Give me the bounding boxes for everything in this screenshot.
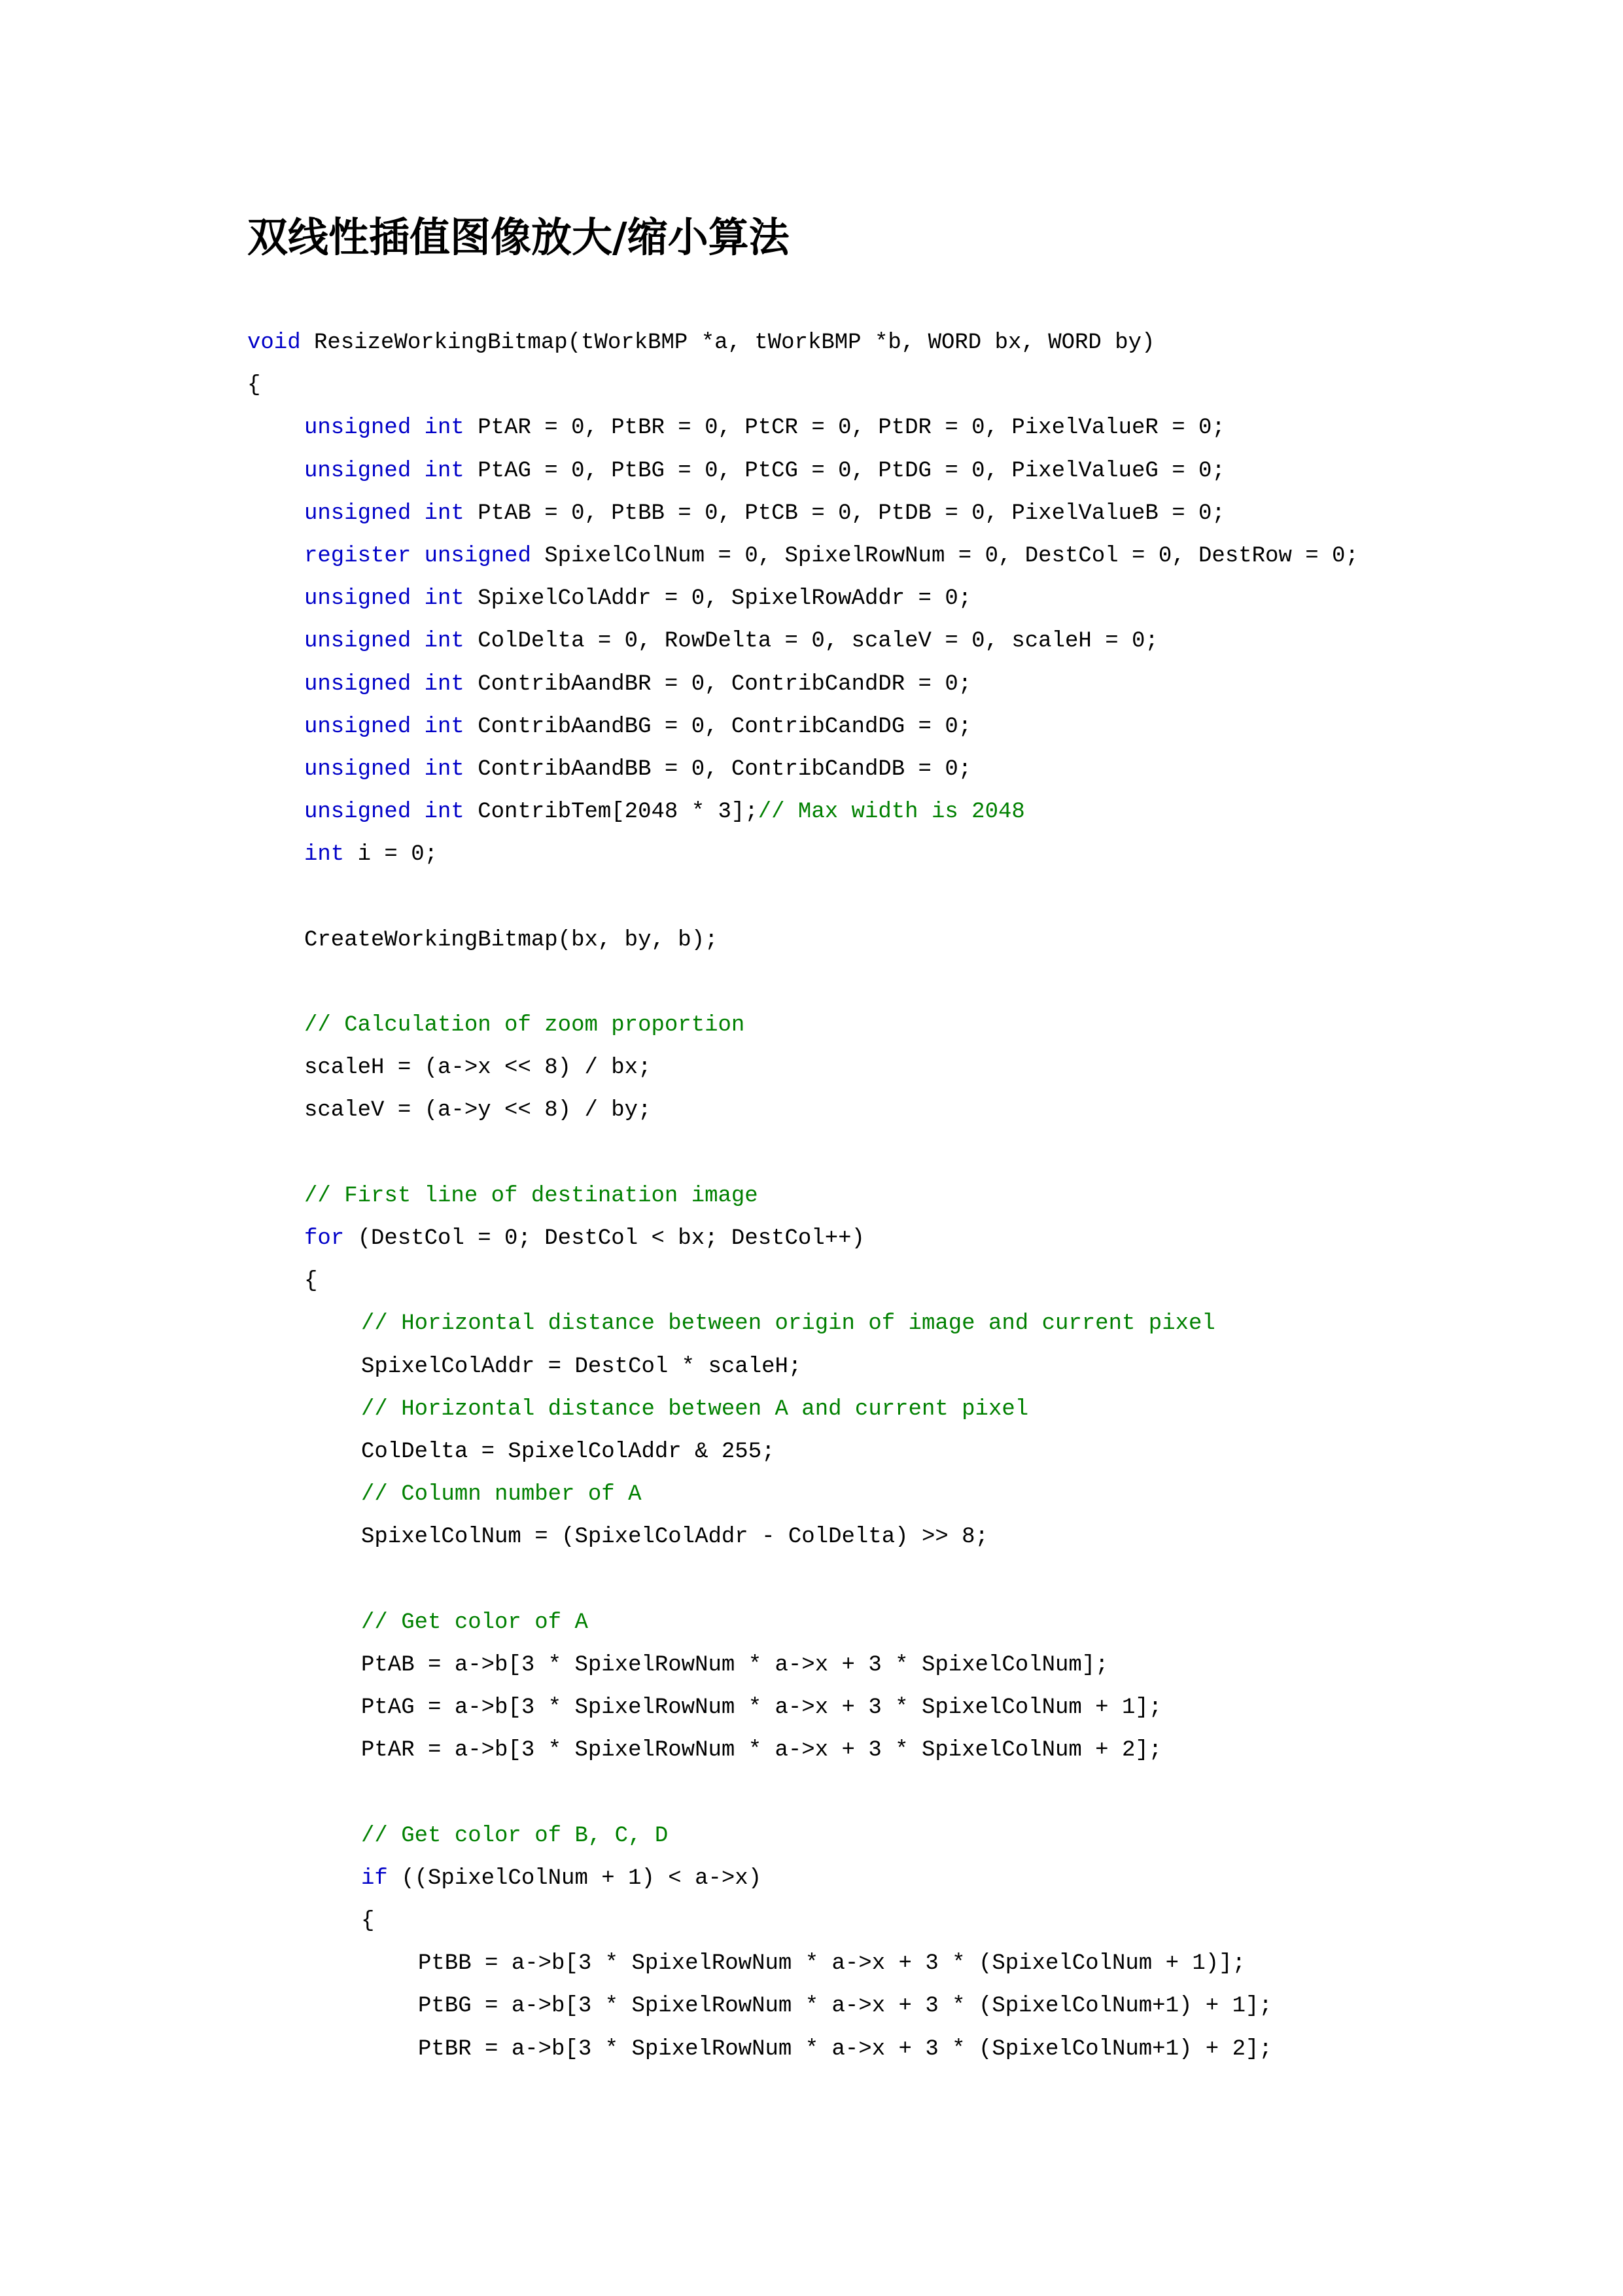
code-keyword: unsigned int bbox=[304, 458, 464, 484]
code-text: ColDelta = 0, RowDelta = 0, scaleV = 0, scaleH = 0; bbox=[464, 629, 1159, 654]
code-comment: // First line of destination image bbox=[304, 1183, 758, 1209]
code-line bbox=[247, 1431, 1556, 1474]
code-comment: // Get color of A bbox=[361, 1610, 588, 1635]
code-keyword: unsigned int bbox=[304, 501, 464, 526]
code-line bbox=[247, 1089, 1556, 1132]
code-text: SpixelColNum = (SpixelColAddr - ColDelta) >> 8; bbox=[361, 1525, 988, 1550]
code-line bbox=[247, 1303, 1556, 1345]
blank-line bbox=[247, 1559, 1556, 1601]
code-line bbox=[247, 1602, 1556, 1644]
code-keyword: register unsigned bbox=[304, 543, 531, 569]
code-text: (DestCol = 0; DestCol < bx; DestCol++) bbox=[344, 1226, 865, 1251]
code-block bbox=[247, 322, 1556, 2071]
code-keyword: unsigned int bbox=[304, 800, 464, 825]
code-text: PtBB = a->b[3 * SpixelRowNum * a->x + 3 * (SpixelColNum + 1)]; bbox=[418, 1951, 1246, 1977]
code-text: i = 0; bbox=[344, 842, 438, 868]
code-keyword: unsigned int bbox=[304, 671, 464, 697]
code-line bbox=[247, 1388, 1556, 1431]
code-text: scaleV = (a->y << 8) / by; bbox=[304, 1098, 652, 1123]
code-text: ContribTem[2048 * 3]; bbox=[464, 800, 758, 825]
code-line bbox=[247, 535, 1556, 578]
blank-line bbox=[247, 876, 1556, 919]
code-text: ContribAandBR = 0, ContribCandDR = 0; bbox=[464, 671, 972, 697]
code-text: SpixelColAddr = 0, SpixelRowAddr = 0; bbox=[464, 586, 972, 612]
code-text: ContribAandBB = 0, ContribCandDB = 0; bbox=[464, 756, 972, 782]
code-line bbox=[247, 2028, 1556, 2071]
code-line bbox=[247, 364, 1556, 407]
code-keyword: unsigned int bbox=[304, 586, 464, 612]
code-comment: // Column number of A bbox=[361, 1482, 642, 1508]
code-line bbox=[247, 1858, 1556, 1900]
code-text: PtAR = 0, PtBR = 0, PtCR = 0, PtDR = 0, PixelValueR = 0; bbox=[464, 415, 1225, 441]
code-keyword: unsigned int bbox=[304, 415, 464, 441]
blank-line bbox=[247, 1772, 1556, 1814]
code-text: CreateWorkingBitmap(bx, by, b); bbox=[304, 927, 718, 953]
code-keyword: unsigned int bbox=[304, 756, 464, 782]
code-line bbox=[247, 1644, 1556, 1687]
code-text: { bbox=[247, 373, 261, 398]
code-line bbox=[247, 1516, 1556, 1559]
code-line bbox=[247, 1729, 1556, 1772]
code-text: ((SpixelColNum + 1) < a->x) bbox=[387, 1865, 762, 1891]
code-line bbox=[247, 919, 1556, 962]
code-text: PtAG = 0, PtBG = 0, PtCG = 0, PtDG = 0, PixelValueG = 0; bbox=[464, 458, 1225, 484]
code-text: PtBG = a->b[3 * SpixelRowNum * a->x + 3 * (SpixelColNum+1) + 1]; bbox=[418, 1994, 1272, 2019]
blank-line bbox=[247, 962, 1556, 1004]
code-line bbox=[247, 1260, 1556, 1303]
code-line bbox=[247, 1047, 1556, 1089]
code-line bbox=[247, 1346, 1556, 1388]
page-title: 双线性插值图像放大/缩小算法 bbox=[247, 213, 790, 261]
code-line bbox=[247, 493, 1556, 535]
code-line bbox=[247, 749, 1556, 791]
code-line bbox=[247, 322, 1556, 364]
code-text: ResizeWorkingBitmap(tWorkBMP *a, tWorkBMP *b, WORD bx, WORD by) bbox=[300, 330, 1155, 355]
code-keyword: void bbox=[247, 330, 301, 355]
code-comment: // Get color of B, C, D bbox=[361, 1823, 669, 1848]
code-line bbox=[247, 834, 1556, 876]
code-keyword: int bbox=[304, 842, 345, 868]
code-line bbox=[247, 1985, 1556, 2028]
code-line bbox=[247, 407, 1556, 450]
code-line bbox=[247, 1943, 1556, 1985]
code-line bbox=[247, 1004, 1556, 1047]
code-text: PtAR = a->b[3 * SpixelRowNum * a->x + 3 * SpixelColNum + 2]; bbox=[361, 1738, 1162, 1763]
code-line bbox=[247, 1815, 1556, 1858]
code-keyword: for bbox=[304, 1226, 345, 1251]
code-comment: // Calculation of zoom proportion bbox=[304, 1013, 745, 1038]
code-line bbox=[247, 578, 1556, 620]
code-line bbox=[247, 1687, 1556, 1729]
code-comment: // Horizontal distance between origin of image and current pixel bbox=[361, 1311, 1215, 1337]
code-comment: // Max width is 2048 bbox=[758, 800, 1025, 825]
code-text: SpixelColNum = 0, SpixelRowNum = 0, DestCol = 0, DestRow = 0; bbox=[531, 543, 1359, 569]
code-text: PtAB = a->b[3 * SpixelRowNum * a->x + 3 * SpixelColNum]; bbox=[361, 1652, 1109, 1678]
blank-line bbox=[247, 1133, 1556, 1175]
code-text: scaleH = (a->x << 8) / bx; bbox=[304, 1055, 652, 1081]
code-text: ColDelta = SpixelColAddr & 255; bbox=[361, 1439, 775, 1464]
code-text: { bbox=[361, 1908, 375, 1934]
code-text: { bbox=[304, 1269, 318, 1294]
code-line bbox=[247, 1218, 1556, 1260]
code-line bbox=[247, 620, 1556, 663]
code-text: PtAB = 0, PtBB = 0, PtCB = 0, PtDB = 0, PixelValueB = 0; bbox=[464, 501, 1225, 526]
code-line bbox=[247, 663, 1556, 706]
code-text: PtBR = a->b[3 * SpixelRowNum * a->x + 3 * (SpixelColNum+1) + 2]; bbox=[418, 2036, 1272, 2062]
code-text: ContribAandBG = 0, ContribCandDG = 0; bbox=[464, 714, 972, 739]
code-line bbox=[247, 1900, 1556, 1943]
code-keyword: unsigned int bbox=[304, 714, 464, 739]
code-keyword: if bbox=[361, 1865, 388, 1891]
code-comment: // Horizontal distance between A and current pixel bbox=[361, 1396, 1029, 1422]
code-keyword: unsigned int bbox=[304, 629, 464, 654]
code-text: PtAG = a->b[3 * SpixelRowNum * a->x + 3 * SpixelColNum + 1]; bbox=[361, 1695, 1162, 1720]
code-line bbox=[247, 1474, 1556, 1516]
code-line bbox=[247, 706, 1556, 749]
code-line bbox=[247, 1175, 1556, 1218]
code-line bbox=[247, 791, 1556, 834]
code-line bbox=[247, 450, 1556, 493]
code-text: SpixelColAddr = DestCol * scaleH; bbox=[361, 1354, 802, 1379]
